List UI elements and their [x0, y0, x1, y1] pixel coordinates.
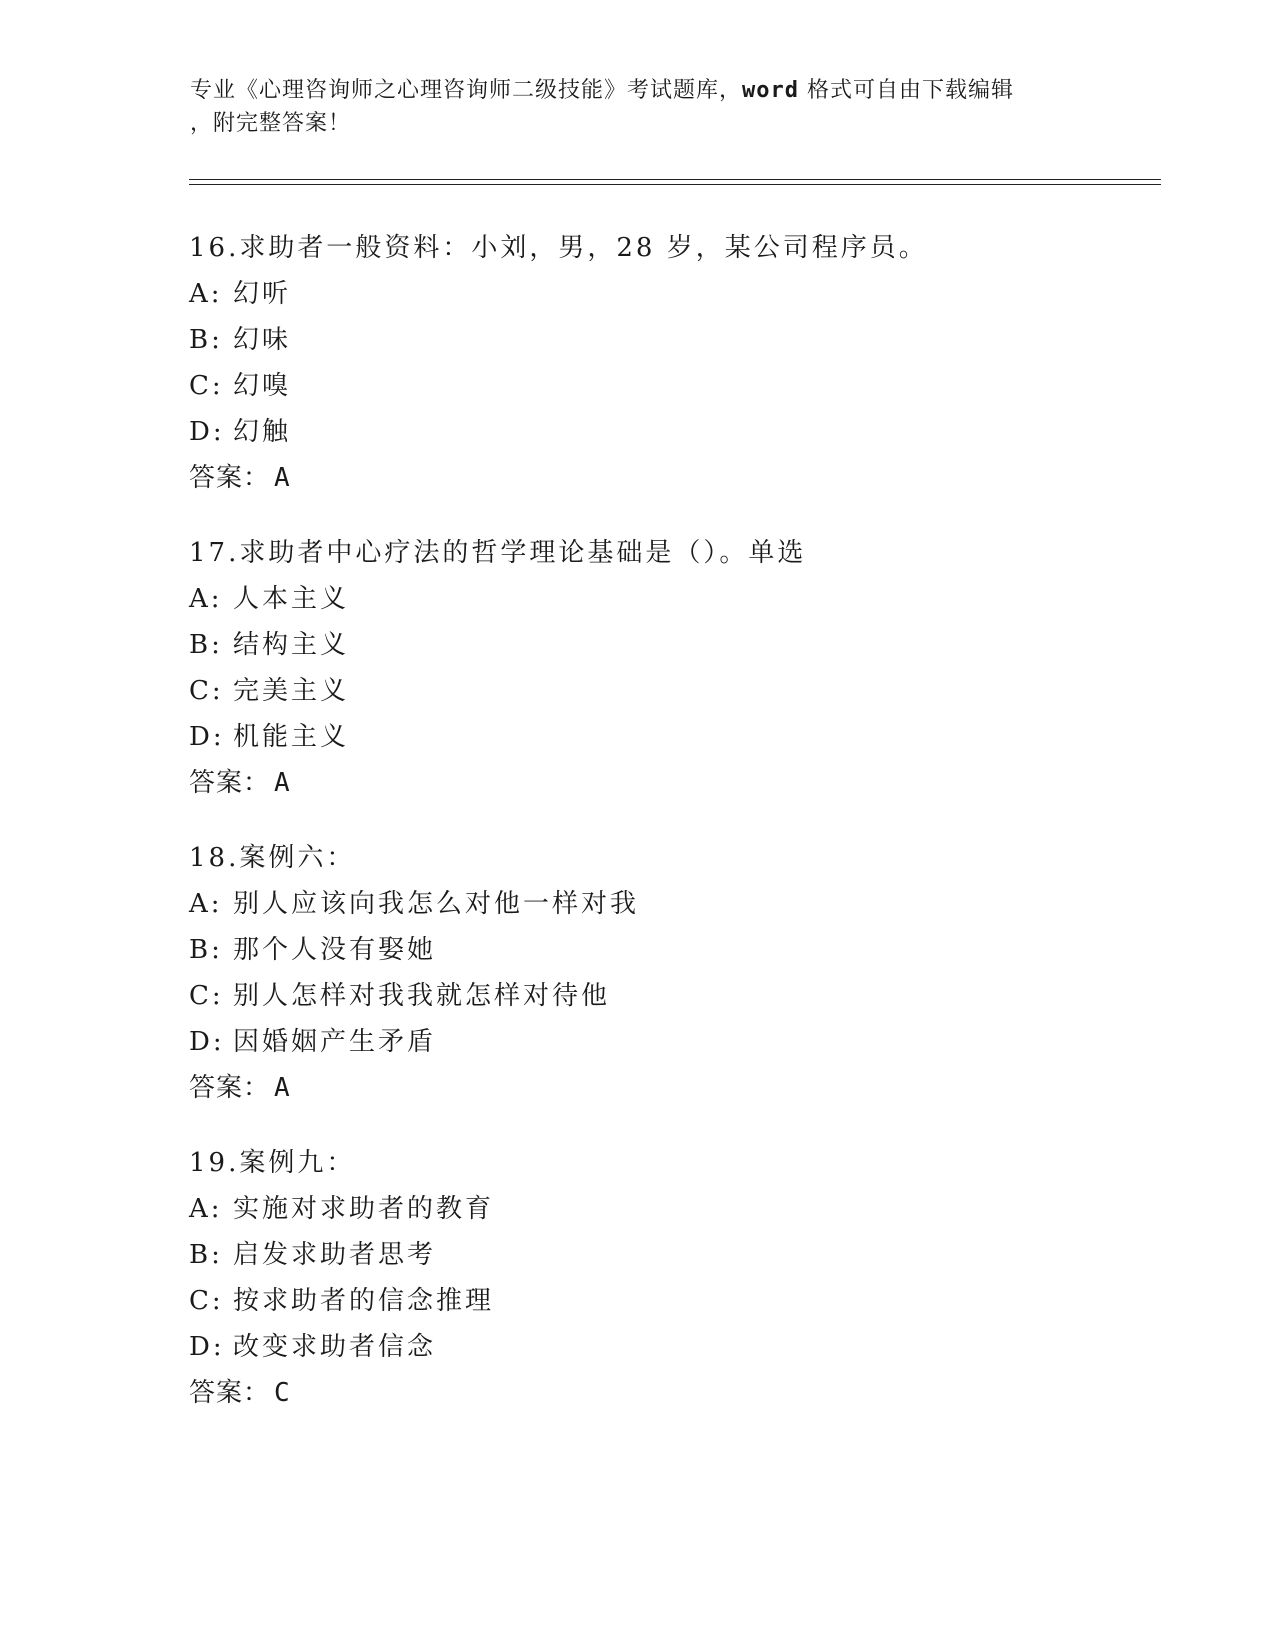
- option-key: C:: [189, 371, 224, 401]
- option-key: D:: [189, 417, 225, 447]
- answer-value: A: [274, 463, 291, 493]
- answer-line: [189, 760, 1129, 806]
- answer-label: 答案：: [189, 1378, 271, 1408]
- answer-line: [189, 455, 1129, 501]
- header-line-1: [190, 74, 1070, 107]
- option-b: [189, 317, 1129, 363]
- header-text-prefix: 专业《心理咨询师之心理咨询师二级技能》考试题库，: [190, 78, 743, 103]
- option-c: [189, 668, 1129, 714]
- option-key: A:: [189, 584, 223, 614]
- option-text: 幻听: [233, 279, 292, 309]
- option-key: B:: [189, 1240, 223, 1270]
- option-d: [189, 714, 1129, 760]
- option-key: C:: [189, 981, 224, 1011]
- option-key: A:: [189, 889, 223, 919]
- answer-value: C: [274, 1378, 291, 1408]
- option-c: [189, 973, 1129, 1019]
- option-a: [189, 576, 1129, 622]
- option-text: 完美主义: [233, 676, 350, 706]
- header-divider-top: [189, 179, 1161, 180]
- option-b: [189, 622, 1129, 668]
- question-stem: 17.求助者中心疗法的哲学理论基础是（）。单选: [189, 538, 807, 568]
- answer-line: [189, 1370, 1129, 1416]
- option-text: 别人怎样对我我就怎样对待他: [233, 981, 611, 1011]
- option-key: B:: [189, 630, 223, 660]
- option-text: 幻嗅: [233, 371, 292, 401]
- option-c: [189, 363, 1129, 409]
- option-key: B:: [189, 325, 223, 355]
- option-text: 按求助者的信念推理: [233, 1286, 495, 1316]
- header-line-2: ，附完整答案！: [190, 111, 352, 136]
- question-19: [189, 1140, 1129, 1416]
- header-text-suffix: 格式可自由下载编辑: [799, 78, 1014, 103]
- option-text: 人本主义: [233, 584, 350, 614]
- question-stem: 16.求助者一般资料：小刘，男，28 岁，某公司程序员。: [189, 233, 928, 263]
- answer-value: A: [274, 1073, 291, 1103]
- option-text: 启发求助者思考: [233, 1240, 437, 1270]
- answer-label: 答案：: [189, 768, 271, 798]
- question-18: [189, 835, 1129, 1111]
- option-key: C:: [189, 1286, 224, 1316]
- option-key: B:: [189, 935, 223, 965]
- question-stem: 19.案例九：: [189, 1148, 356, 1178]
- option-c: [189, 1278, 1129, 1324]
- answer-label: 答案：: [189, 1073, 271, 1103]
- question-stem: 18.案例六：: [189, 843, 356, 873]
- option-text: 别人应该向我怎么对他一样对我: [233, 889, 640, 919]
- option-d: [189, 1324, 1129, 1370]
- option-text: 那个人没有娶她: [233, 935, 437, 965]
- question-17: [189, 530, 1129, 806]
- option-key: C:: [189, 676, 224, 706]
- option-key: D:: [189, 1332, 225, 1362]
- question-16: [189, 225, 1129, 501]
- answer-value: A: [274, 768, 291, 798]
- option-text: 改变求助者信念: [233, 1332, 437, 1362]
- option-d: [189, 1019, 1129, 1065]
- option-b: [189, 927, 1129, 973]
- option-key: A:: [189, 279, 223, 309]
- option-text: 实施对求助者的教育: [233, 1194, 495, 1224]
- option-b: [189, 1232, 1129, 1278]
- option-text: 机能主义: [233, 722, 350, 752]
- option-d: [189, 409, 1129, 455]
- option-a: [189, 881, 1129, 927]
- option-text: 幻触: [233, 417, 292, 447]
- header-divider-bottom: [189, 184, 1161, 185]
- option-a: [189, 1186, 1129, 1232]
- document-header: [190, 74, 1070, 140]
- option-key: D:: [189, 722, 225, 752]
- option-text: 幻味: [233, 325, 292, 355]
- answer-label: 答案：: [189, 463, 271, 493]
- option-a: [189, 271, 1129, 317]
- header-text-word: word: [742, 78, 799, 103]
- option-text: 因婚姻产生矛盾: [233, 1027, 437, 1057]
- option-text: 结构主义: [233, 630, 350, 660]
- answer-line: [189, 1065, 1129, 1111]
- option-key: D:: [189, 1027, 225, 1057]
- option-key: A:: [189, 1194, 223, 1224]
